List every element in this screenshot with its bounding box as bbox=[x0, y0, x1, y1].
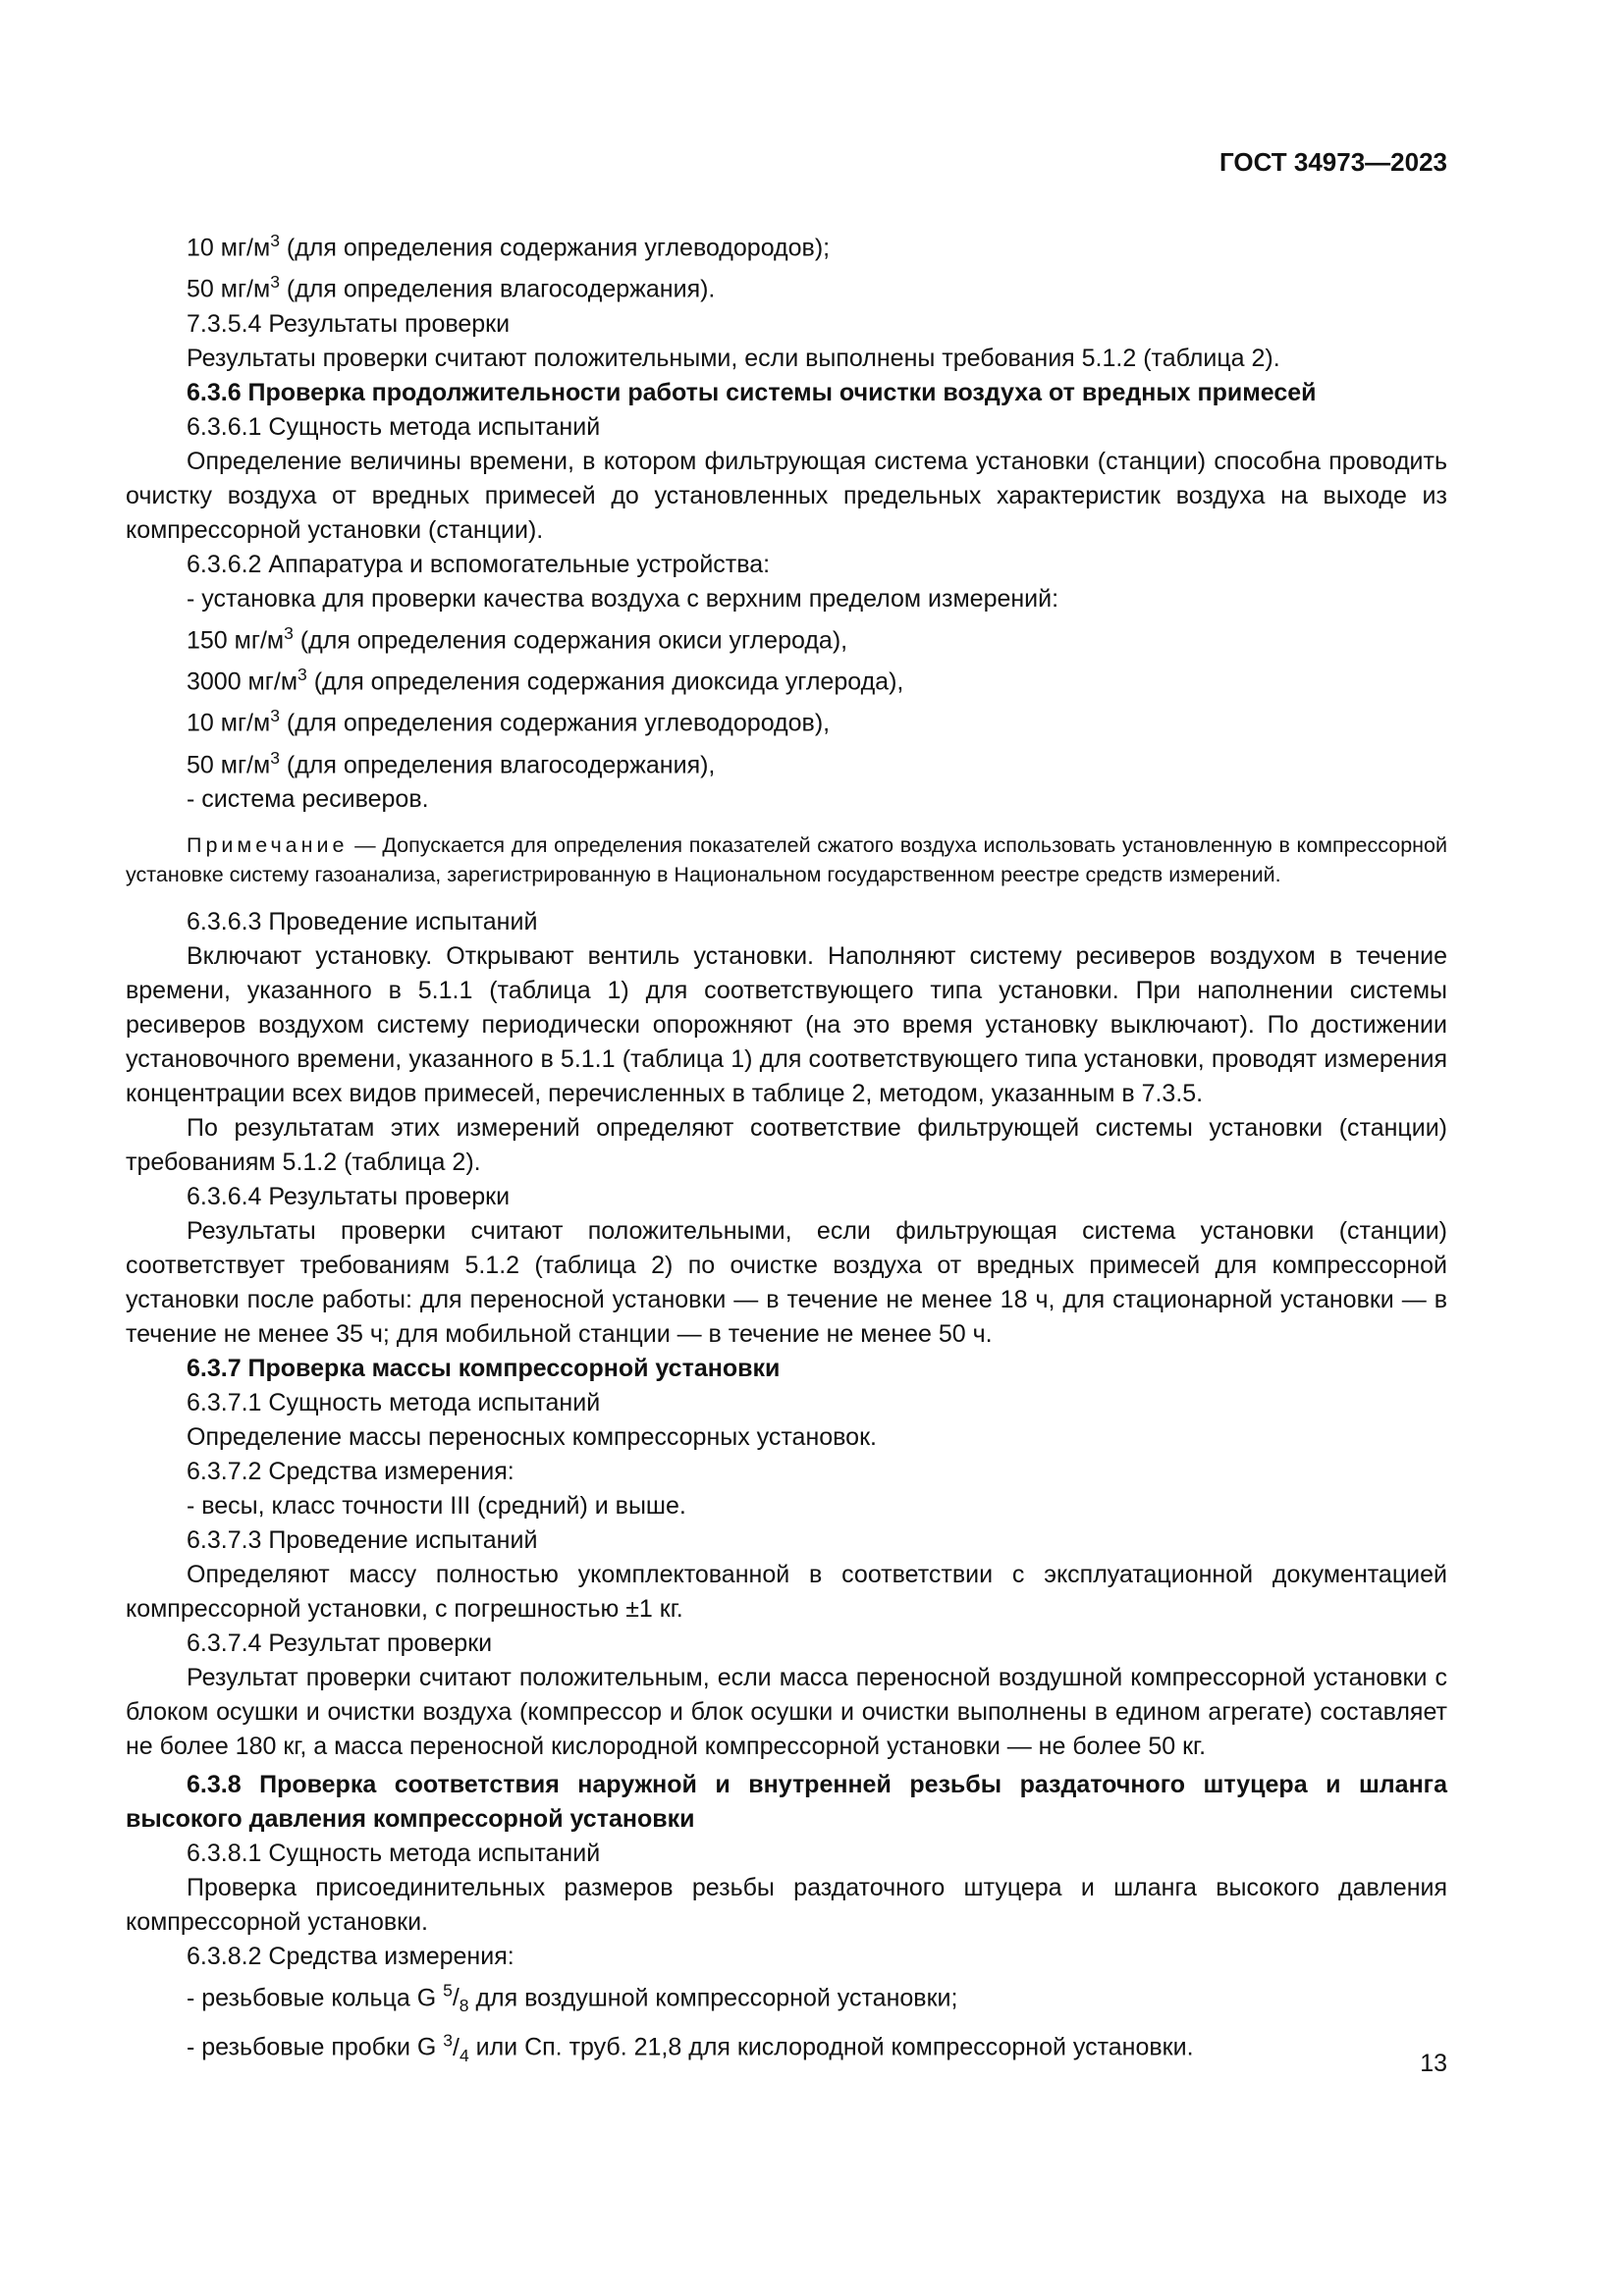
subsection-heading: 6.3.6.3 Проведение испытаний bbox=[187, 907, 538, 935]
page-number: 13 bbox=[1420, 2050, 1447, 2077]
list-item: 10 $мг/м^3$ (для определения содержания углеводородов), bbox=[187, 706, 831, 737]
paragraph: Результаты проверки считают положительными, если выполнены требования 5.1.2 (таблица 2). bbox=[187, 344, 1280, 372]
paragraph: Определяют массу полностью укомплектованной в соответствии с эксплуатационной документацией компрессорной установки, с погрешностью ±1 кг. bbox=[126, 1560, 1447, 1623]
subsection-heading: 7.3.5.4 Результаты проверки bbox=[187, 309, 511, 338]
paragraph: Определение массы переносных компрессорных установок. bbox=[187, 1422, 877, 1451]
subsection-heading: 6.3.8.1 Сущность метода испытаний bbox=[187, 1839, 601, 1867]
list-item: - установка для проверки качества воздуха с верхним пределом измерений: bbox=[187, 584, 1059, 613]
list-item: - весы, класс точности III (средний) и выше. bbox=[187, 1491, 686, 1520]
subsection-heading: 6.3.6.1 Сущность метода испытаний bbox=[187, 412, 601, 441]
subsection-heading: 6.3.7.3 Проведение испытаний bbox=[187, 1525, 538, 1554]
document-body bbox=[126, 224, 1447, 2073]
paragraph: Проверка присоединительных размеров резьбы раздаточного штуцера и шланга высокого давления компрессорной установки. bbox=[126, 1873, 1447, 1936]
list-item: - резьбовые пробки G $^3/_4$ или Сп. труб. 21,8 для кислородной компрессорной установки. bbox=[187, 2030, 1194, 2065]
subsection-heading: 6.3.7.2 Средства измерения: bbox=[187, 1457, 514, 1485]
list-item: - резьбовые кольца G $^5/_8$ для воздушной компрессорной установки; bbox=[187, 1980, 958, 2016]
subsection-heading: 6.3.7.4 Результат проверки bbox=[187, 1629, 493, 1657]
note-label: Примечание bbox=[187, 832, 349, 857]
paragraph: Определение величины времени, в котором фильтрующая система установки (станции) способна проводить очистку воздуха от вредных примесей до установленных предельных характеристик воздуха на выходе из компрессорной установки (станции). bbox=[126, 447, 1447, 544]
note bbox=[126, 830, 1447, 889]
paragraph: Результат проверки считают положительным, если масса переносной воздушной компрессорной установки с блоком осушки и очистки воздуха (компрессор и блок осушки и очистки выполнены в едином агрегате) составляет не более 180 кг, а масса переносной кислородной компрессорной установки — не более 50 кг. bbox=[126, 1663, 1447, 1760]
subsection-heading: 6.3.6.4 Результаты проверки bbox=[187, 1182, 511, 1210]
section-heading: 6.3.7 Проверка массы компрессорной установки bbox=[187, 1354, 781, 1382]
subsection-heading: 6.3.7.1 Сущность метода испытаний bbox=[187, 1388, 601, 1416]
section-heading: 6.3.8 Проверка соответствия наружной и внутренней резьбы раздаточного штуцера и шланга высокого давления компрессорной установки bbox=[126, 1770, 1447, 1833]
paragraph: По результатам этих измерений определяют соответствие фильтрующей системы установки (станции) требованиям 5.1.2 (таблица 2). bbox=[126, 1113, 1447, 1176]
note-text: — Допускается для определения показателей сжатого воздуха использовать установленную в компрессорной установке систему газоанализа, зарегистрированную в Национальном государственном реестре средств измерений. bbox=[126, 832, 1447, 886]
paragraph: 50 $мг/м^3$ (для определения влагосодержания). bbox=[187, 272, 716, 303]
list-item: 3000 $мг/м^3$ (для определения содержания диоксида углерода), bbox=[187, 664, 904, 696]
subsection-heading: 6.3.8.2 Средства измерения: bbox=[187, 1942, 514, 1970]
paragraph: Результаты проверки считают положительными, если фильтрующая система установки (станции) соответствует требованиям 5.1.2 (таблица 2) по очистке воздуха от вредных примесей для компрессорной установки после работы: для переносной установки — в течение не менее 18 ч, для стационарной установки — в течение не менее 35 ч; для мобильной станции — в течение не менее 50 ч. bbox=[126, 1216, 1447, 1348]
paragraph: Включают установку. Открывают вентиль установки. Наполняют систему ресиверов воздухом в течение времени, указанного в 5.1.1 (таблица 1) для соответствующего типа установки. При наполнении системы ресиверов воздухом систему периодически опорожняют (на это время установку выключают). По достижении установочного времени, указанного в 5.1.1 (таблица 1) для соответствующего типа установки, проводят измерения концентрации всех видов примесей, перечисленных в таблице 2, методом, указанным в 7.3.5. bbox=[126, 941, 1447, 1107]
section-heading: 6.3.6 Проверка продолжительности работы системы очистки воздуха от вредных примесей bbox=[187, 378, 1317, 406]
list-item: 50 $мг/м^3$ (для определения влагосодержания), bbox=[187, 747, 716, 778]
list-item: 150 $мг/м^3$ (для определения содержания окиси углерода), bbox=[187, 622, 848, 654]
list-item: - система ресиверов. bbox=[187, 784, 429, 813]
subsection-heading: 6.3.6.2 Аппаратура и вспомогательные устройства: bbox=[187, 550, 771, 578]
document-code: ГОСТ 34973—2023 bbox=[1219, 147, 1447, 177]
paragraph: 10 $мг/м^3$ (для определения содержания углеводородов); bbox=[187, 231, 831, 262]
